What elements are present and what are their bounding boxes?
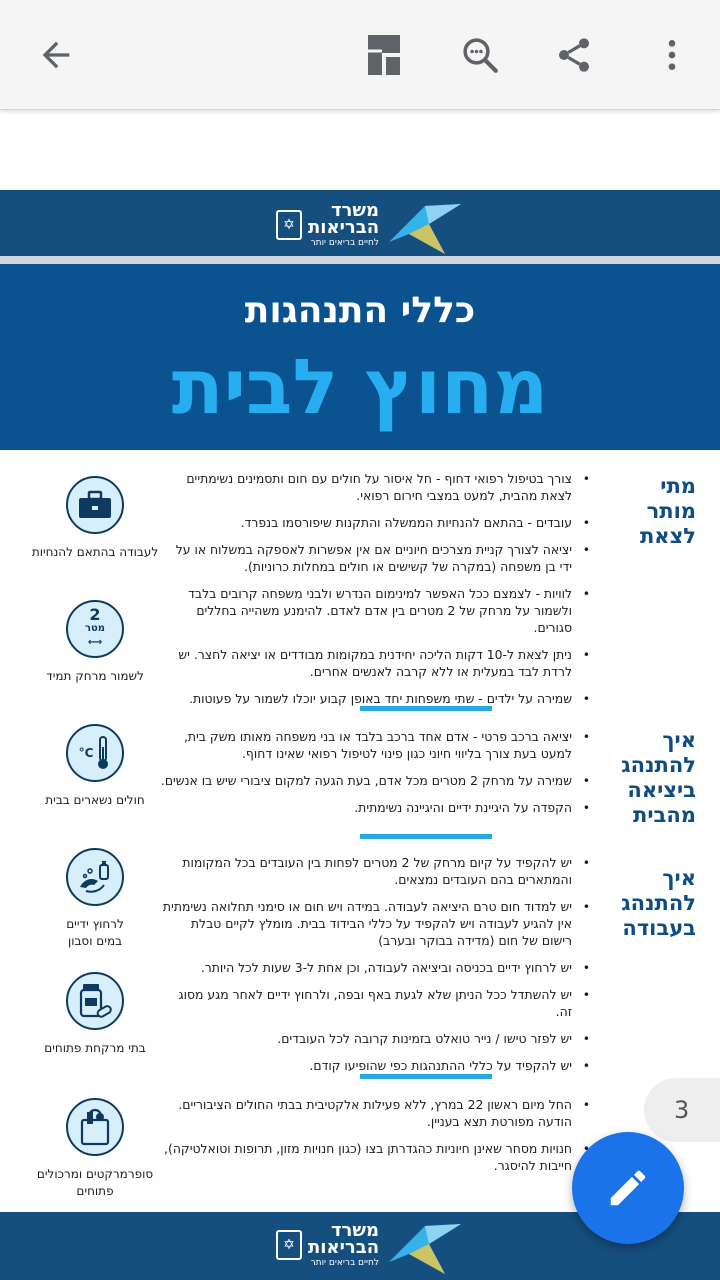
icon-label-line: במים וסבון <box>67 934 123 948</box>
bullet-item: • צורך בטיפול רפואי דחוף - חל איסור על חולים עם חום ותסמינים נשימתיים לצאת מהבית, למעט במצבי חירום רפואי. <box>160 470 590 504</box>
top-toolbar <box>0 0 720 110</box>
search-zoom-icon <box>459 34 501 76</box>
document-page[interactable] <box>0 110 720 1280</box>
section-bullets-at-work <box>160 854 590 1084</box>
icon-label: חולים נשארים בבית <box>45 793 145 807</box>
section-title-line: ביציאה <box>627 778 696 802</box>
section-title-line: לצאת <box>639 524 696 548</box>
footer-ministry-logo <box>276 1214 465 1276</box>
ministry-name-line2: הבריאות <box>308 217 380 238</box>
pharmacy-icon <box>66 972 124 1030</box>
reading-mode-button[interactable] <box>356 27 412 83</box>
section-title-line: מותר <box>646 499 696 523</box>
page-number: 3 <box>674 1096 690 1124</box>
bullet-item: • יש למדוד חום טרם היציאה לעבודה. במידה ויש חום או סימני תחלואה נשימתית אין להגיע לעבודה ויש להקפיד על כללי הבידוד בבית. מומלץ לקיים טבלת רישום של חום (מדידה בבוקר ובערב) <box>160 898 590 949</box>
temperature-unit: °C <box>78 746 94 760</box>
section-bullets-notices <box>160 1096 590 1184</box>
title-line1: כללי התנהגות <box>244 290 476 331</box>
icon-label: לעבודה בהתאם להנחיות <box>31 545 159 559</box>
bullet-item: • שמירה על מרחק 2 מטרים מכל אדם, בעת הגעה למקום ציבורי שיש בו אנשים. <box>160 772 590 789</box>
arrow-left-icon <box>36 35 76 75</box>
distance-unit: מטר <box>84 623 106 634</box>
reading-mode-icon <box>366 33 402 77</box>
bullet-item: • יש להשתדל ככל הניתן שלא לגעת באף ובפה, ולרחוץ ידיים לאחר מגע מסוג זה. <box>160 986 590 1020</box>
handwash-icon <box>66 848 124 906</box>
section-title-line: מהבית <box>633 803 696 827</box>
bullet-item: • ניתן לצאת ל-10 דקות הליכה יחידנית במקומות מבודדים או יציאה לחצר. יש לרדת לבד במעלית או ללא קרבה לאנשים אחרים. <box>160 646 590 680</box>
icon-block-work <box>20 476 170 561</box>
title-band <box>0 264 720 450</box>
section-divider <box>360 834 492 839</box>
bullet-item: • עובדים - בהתאם להנחיות הממשלה והתקנות שיפורסמו בנפרד. <box>160 514 590 531</box>
bullet-item: • החל מיום ראשון 22 במרץ, ללא פעילות אלקטיבית בבתי החולים הציבוריים. הודעה מפורטת תצא בעניין. <box>160 1096 590 1130</box>
bullet-item: • יש להקפיד על כללי ההתנהגות כפי שהופיעו קודם. <box>160 1057 590 1074</box>
icon-label: בתי מרקחת פתוחים <box>44 1041 146 1055</box>
icon-label <box>20 1166 170 1200</box>
bullet-item: • חנויות מסחר שאינן חיוניות כהגדרתן בצו (כגון חנויות מזון, תרופות וטואלטיקה), חייבות להיסגר. <box>160 1140 590 1174</box>
bullet-item: • יש לפזר טישו / נייר טואלט בזמינות קרובה לכל העובדים. <box>160 1030 590 1047</box>
bullet-item: • יציאה לצורך קניית מצרכים חיוניים אם אין אפשרות לאספקה במשלוח או על ידי בן משפחה (במקרה של קשישים או חולים במחלות כרוניות). <box>160 541 590 575</box>
back-button[interactable] <box>28 27 84 83</box>
distance-number: 2 <box>89 605 101 624</box>
icon-label-line: סופרמרקטים ומרכולים <box>36 1167 154 1181</box>
more-vert-icon <box>652 35 692 75</box>
icon-block-sick-home <box>20 724 170 809</box>
section-divider <box>360 1074 492 1079</box>
section-title-line: בעבודה <box>622 916 696 940</box>
ministry-slogan: לחיים בריאים יותר <box>310 238 380 248</box>
edit-pencil-icon <box>605 1165 651 1211</box>
section-bullets-when-allowed <box>160 470 590 717</box>
bullet-item: • יציאה ברכב פרטי - אדם אחד ברכב בלבד או בני משפחה מאותו משק בית, למעט בעת צורך בליווי חיוני כגון פינוי לטיפול רפואי שאינו דחוף. <box>160 728 590 762</box>
bullet-item: • שמירה על ילדים - שתי משפחות יחד באופן קבוע יוכלו לשמור על פעוטות. <box>160 690 590 707</box>
header-divider <box>0 256 720 264</box>
edit-fab-button[interactable] <box>572 1132 684 1244</box>
section-title-line: להתנהג <box>621 753 696 777</box>
menorah-emblem-icon: ✡ <box>276 1230 302 1260</box>
star-logo-icon <box>385 1214 465 1276</box>
icon-block-pharmacy <box>20 972 170 1057</box>
icon-block-distance <box>20 600 170 685</box>
section-title-line: איך <box>662 866 696 890</box>
thermometer-icon <box>66 724 124 782</box>
ministry-name-line1: משרד <box>330 200 380 221</box>
bullet-item: • יש להקפיד על קיום מרחק של 2 מטרים לפחות בין העובדים בכל המקומות והמתארים בהם העובדים נמצאים. <box>160 854 590 888</box>
menorah-emblem-icon: ✡ <box>276 210 302 240</box>
share-button[interactable] <box>546 27 602 83</box>
icon-block-supermarket <box>20 1098 170 1200</box>
ministry-logo <box>276 194 465 256</box>
ministry-name-line1: משרד <box>330 1220 380 1241</box>
section-title-at-work <box>586 866 696 941</box>
briefcase-icon <box>66 476 124 534</box>
section-bullets-leaving-home <box>160 728 590 826</box>
icon-label-line: לרחוץ ידיים <box>66 917 124 931</box>
section-title-line: להתנהג <box>621 891 696 915</box>
title-line2: מחוץ לבית <box>171 342 549 431</box>
shopping-bag-icon <box>66 1098 124 1156</box>
header-band <box>0 190 720 256</box>
section-divider <box>360 706 492 711</box>
icon-block-handwash <box>20 848 170 950</box>
ministry-slogan: לחיים בריאים יותר <box>310 1258 380 1268</box>
bullet-item: • לוויות - לצמצם ככל האפשר למינימום הנדרש ולבני משפחה קרובים בלבד ולשמור על מרחק של 2 מטרים בין אדם לאדם. להימנע משהייה בחללים סגורים. <box>160 585 590 636</box>
bullet-item: • יש לרחוץ ידיים בכניסה וביציאה לעבודה, וכן אחת ל-3 שעות לכל היותר. <box>160 959 590 976</box>
star-logo-icon <box>385 194 465 256</box>
icon-label <box>20 916 170 950</box>
search-button[interactable] <box>452 27 508 83</box>
section-title-line: איך <box>662 728 696 752</box>
section-title-when-allowed <box>586 474 696 549</box>
ministry-name-line2: הבריאות <box>308 1237 380 1258</box>
page-indicator <box>644 1078 720 1142</box>
section-title-leaving-home <box>586 728 696 828</box>
section-title-line: מתי <box>660 474 696 498</box>
icon-label: לשמור מרחק תמיד <box>46 669 144 683</box>
icon-label-line: פתוחים <box>76 1184 114 1198</box>
bullet-item: • הקפדה על היגיינת ידיים והיגיינה נשימתית. <box>160 799 590 816</box>
distance-icon: 2 מטר ⟷ <box>66 600 124 658</box>
share-icon <box>554 35 594 75</box>
more-options-button[interactable] <box>644 27 700 83</box>
